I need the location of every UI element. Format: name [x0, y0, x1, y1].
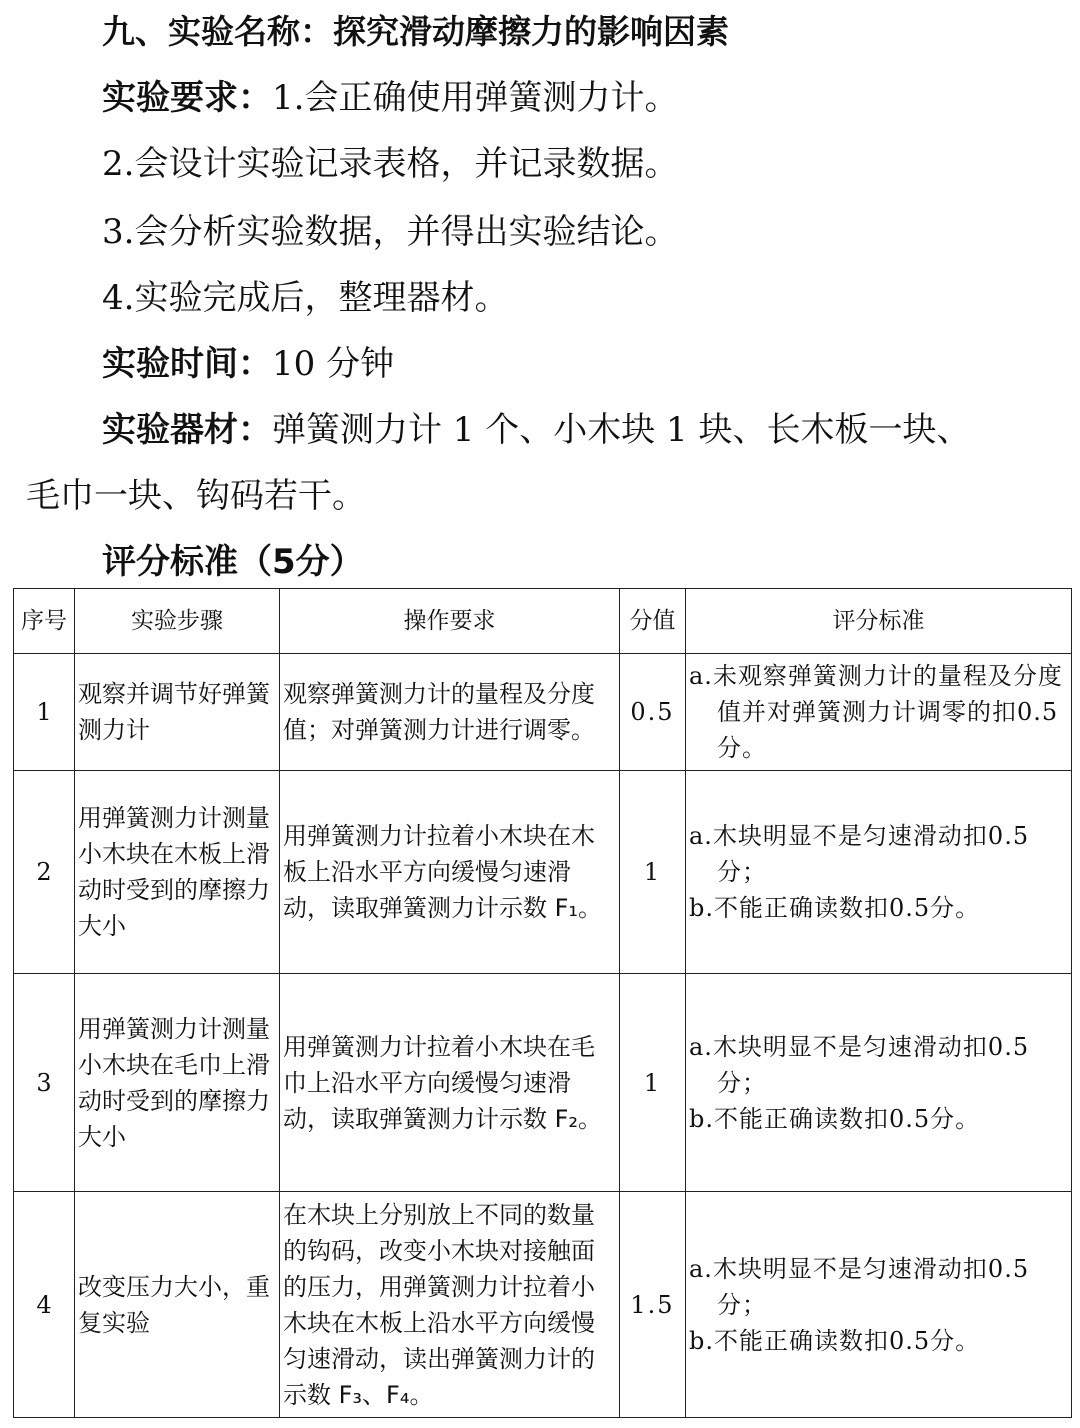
header-op: 操作要求: [280, 589, 620, 654]
time-line: [102, 342, 394, 386]
row-op: 用弹簧测力计拉着小木块在木板上沿水平方向缓慢匀速滑动，读取弹簧测力计示数 F₁。: [280, 771, 620, 974]
row-step: 用弹簧测力计测量小木块在木板上滑动时受到的摩擦力大小: [75, 771, 280, 974]
experiment-title: 九、实验名称：探究滑动摩擦力的影响因素: [102, 12, 729, 51]
row-step: 用弹簧测力计测量小木块在毛巾上滑动时受到的摩擦力大小: [75, 974, 280, 1192]
row-score: 1.5: [620, 1192, 686, 1418]
requirement-2: 2.会设计实验记录表格，并记录数据。: [102, 144, 679, 184]
scoring-title: 评分标准（5分）: [102, 542, 364, 582]
scoring-table: [13, 588, 1072, 1418]
header-step: 实验步骤: [75, 589, 280, 654]
row-score: 1: [620, 771, 686, 974]
row-op: 观察弹簧测力计的量程及分度值；对弹簧测力计进行调零。: [280, 654, 620, 771]
criteria-b: b.不能正确读数扣0.5分。: [689, 1104, 981, 1133]
table-row: [14, 771, 1072, 974]
row-score: 1: [620, 974, 686, 1192]
materials-line-1: [102, 408, 971, 452]
criteria-b: b.不能正确读数扣0.5分。: [689, 894, 981, 922]
row-step: 观察并调节好弹簧测力计: [75, 654, 280, 771]
row-criteria: [686, 771, 1072, 974]
requirements-label: 实验要求：: [102, 78, 272, 118]
header-criteria: 评分标准: [686, 589, 1072, 654]
criteria-a-cont2: 分。: [717, 734, 767, 762]
requirement-4: 4.实验完成后，整理器材。: [102, 278, 509, 318]
row-num: 2: [14, 771, 75, 974]
row-criteria: [686, 974, 1072, 1192]
row-num: 1: [14, 654, 75, 771]
table-header-row: [14, 589, 1072, 654]
table-row: [14, 654, 1072, 771]
criteria-a: a.木块明显不是匀速滑动扣0.5: [689, 1254, 1030, 1283]
criteria-a-cont: 分；: [717, 1290, 767, 1319]
row-criteria: [686, 1192, 1072, 1418]
materials-line-2: 毛巾一块、钩码若干。: [26, 476, 366, 516]
criteria-b: b.不能正确读数扣0.5分。: [689, 1326, 981, 1355]
table-row: [14, 1192, 1072, 1418]
row-op: 用弹簧测力计拉着小木块在毛巾上沿水平方向缓慢匀速滑动，读取弹簧测力计示数 F₂。: [280, 974, 620, 1192]
criteria-a-cont: 分；: [717, 1068, 767, 1097]
row-num: 4: [14, 1192, 75, 1418]
row-num: 3: [14, 974, 75, 1192]
criteria-a: a.木块明显不是匀速滑动扣0.5: [689, 822, 1030, 850]
row-criteria: [686, 654, 1072, 771]
criteria-a-cont: 值并对弹簧测力计调零的扣0.5: [717, 698, 1059, 726]
requirements-line-1: [102, 76, 678, 120]
criteria-a-cont: 分；: [717, 858, 767, 886]
row-op: 在木块上分别放上不同的数量的钩码，改变小木块对接触面的压力，用弹簧测力计拉着小木块在木板上沿水平方向缓慢匀速滑动，读出弹簧测力计的示数 F₃、F₄。: [280, 1192, 620, 1418]
row-step: 改变压力大小，重复实验: [75, 1192, 280, 1418]
criteria-a: a.未观察弹簧测力计的量程及分度: [689, 662, 1063, 690]
requirement-3: 3.会分析实验数据，并得出实验结论。: [102, 212, 679, 252]
materials-text-1: 弹簧测力计 1 个、小木块 1 块、长木板一块、: [272, 410, 971, 450]
requirement-1: 1.会正确使用弹簧测力计。: [272, 78, 679, 118]
header-score: 分值: [620, 589, 686, 654]
time-value: 10 分钟: [272, 344, 395, 384]
header-num: 序号: [14, 589, 75, 654]
time-label: 实验时间：: [102, 344, 272, 384]
materials-label: 实验器材：: [102, 410, 272, 450]
table-row: [14, 974, 1072, 1192]
row-score: 0.5: [620, 654, 686, 771]
criteria-a: a.木块明显不是匀速滑动扣0.5: [689, 1032, 1030, 1061]
